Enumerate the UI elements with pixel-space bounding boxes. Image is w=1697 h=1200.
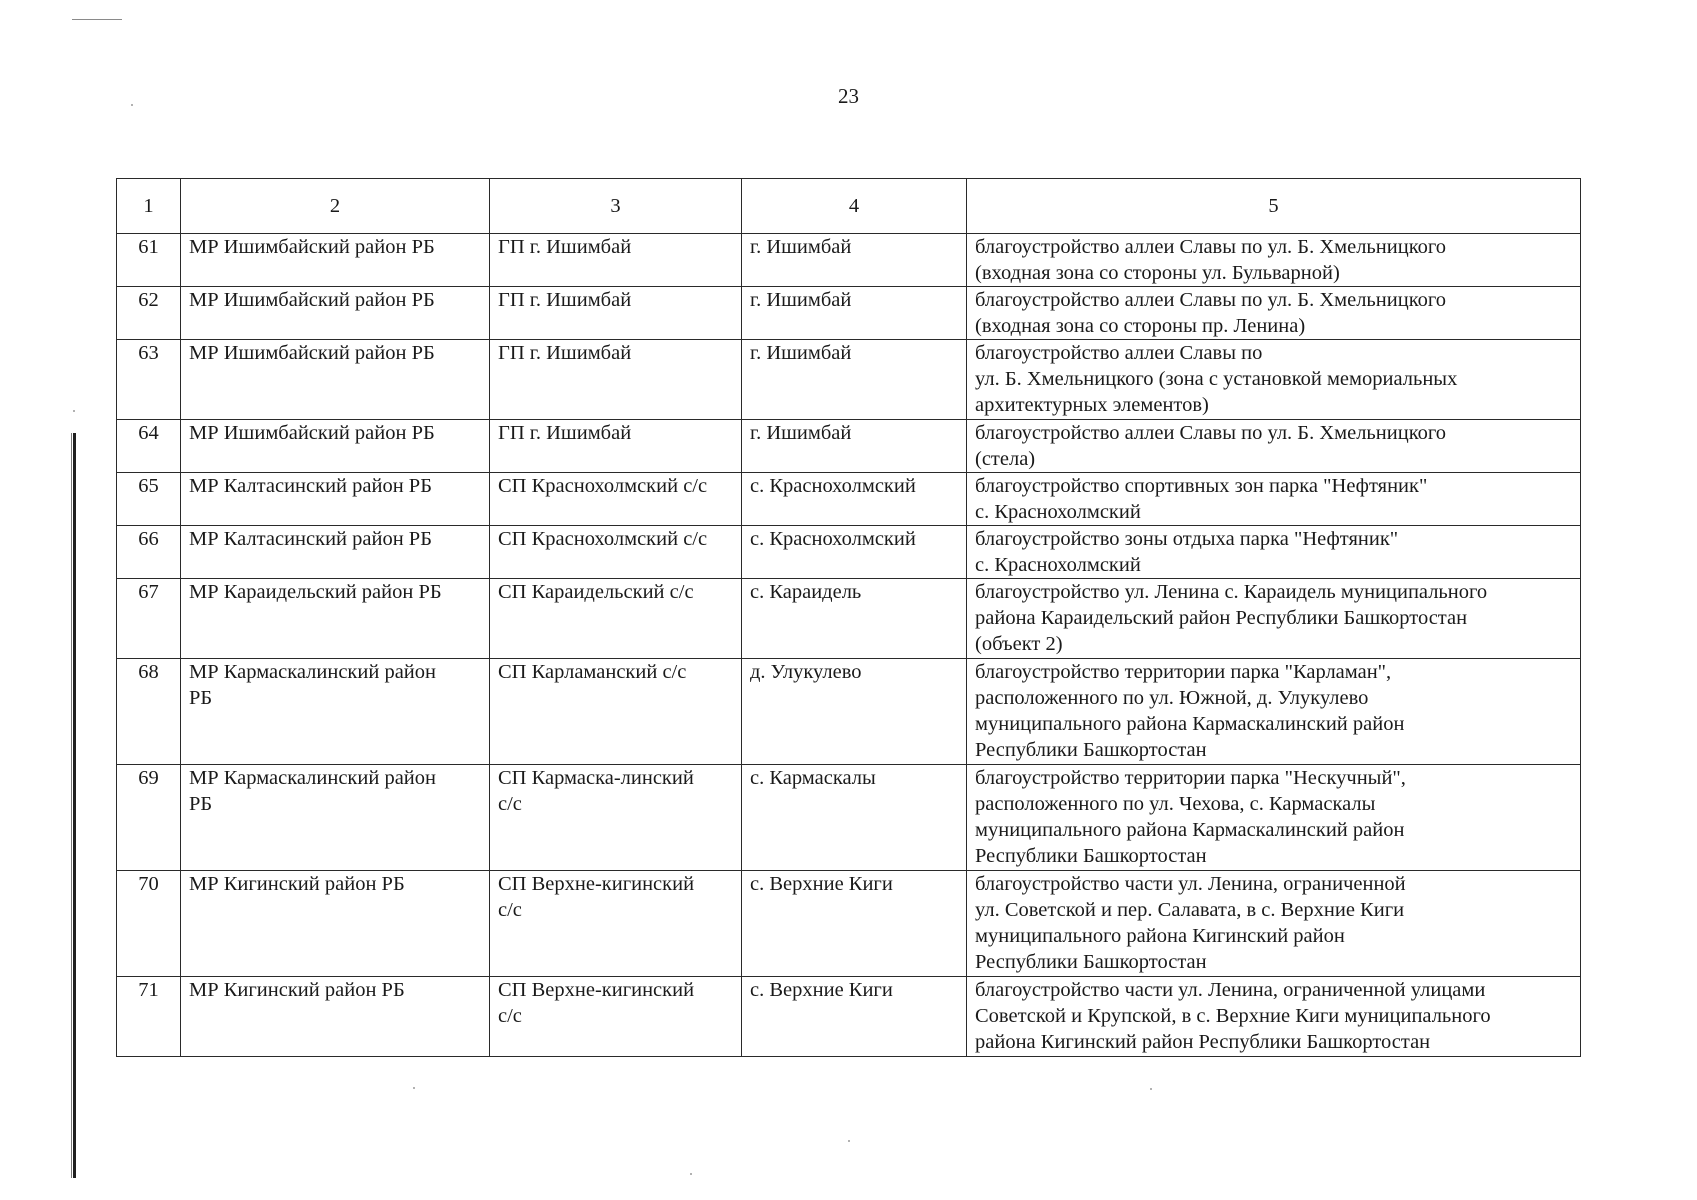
- settlement-cell-line: СП Краснохолмский с/с: [498, 475, 708, 497]
- district-cell-line: МР Караидельский район РБ: [189, 581, 442, 603]
- district-cell: [181, 420, 490, 473]
- table-row: [117, 287, 1581, 340]
- district-cell: [181, 473, 490, 526]
- locality-cell: с. Караидель: [742, 579, 967, 659]
- object-cell-line: благоустройство аллеи Славы по ул. Б. Хмельницкого: [975, 422, 1447, 444]
- settlement-cell-line: СП Кармаска-линский: [498, 767, 694, 789]
- header-cell-3: 3: [490, 179, 742, 234]
- district-cell-line: МР Ишимбайский район РБ: [189, 422, 435, 444]
- object-cell-line: расположенного по ул. Чехова, с. Кармаскалы: [975, 793, 1376, 815]
- object-cell-line: муниципального района Кармаскалинский район: [975, 819, 1405, 841]
- object-cell-line: с. Краснохолмский: [975, 554, 1141, 576]
- locality-cell: г. Ишимбай: [742, 234, 967, 287]
- object-cell-line: Республики Башкортостан: [975, 845, 1207, 867]
- district-cell-line: РБ: [189, 793, 213, 815]
- settlement-cell-line: с/с: [498, 1005, 522, 1027]
- object-cell-line: ул. Б. Хмельницкого (зона с установкой мемориальных: [975, 368, 1458, 390]
- settlement-cell: [490, 340, 742, 420]
- object-cell: [967, 977, 1581, 1057]
- district-cell: [181, 287, 490, 340]
- object-cell-line: (объект 2): [975, 633, 1063, 655]
- locality-cell: с. Верхние Киги: [742, 977, 967, 1057]
- object-cell-line: с. Краснохолмский: [975, 501, 1141, 523]
- settlement-cell-line: ГП г. Ишимбай: [498, 422, 632, 444]
- object-cell-line: муниципального района Кармаскалинский район: [975, 713, 1405, 735]
- settlement-cell-line: СП Краснохолмский с/с: [498, 528, 708, 550]
- object-cell-line: расположенного по ул. Южной, д. Улукулево: [975, 687, 1369, 709]
- table-row: [117, 579, 1581, 659]
- object-cell: [967, 871, 1581, 977]
- scan-speck: [690, 1173, 692, 1175]
- settlement-cell: [490, 977, 742, 1057]
- row-number: 70: [117, 871, 181, 977]
- locality-cell: г. Ишимбай: [742, 340, 967, 420]
- object-cell: [967, 526, 1581, 579]
- row-number: 68: [117, 659, 181, 765]
- settlement-cell-line: ГП г. Ишимбай: [498, 289, 632, 311]
- header-row: [117, 179, 1581, 234]
- settlement-cell: [490, 765, 742, 871]
- row-number: 69: [117, 765, 181, 871]
- page-number: 23: [838, 84, 859, 108]
- district-cell-line: МР Кигинский район РБ: [189, 979, 405, 1001]
- scan-speck: [848, 1140, 850, 1142]
- locality-cell: г. Ишимбай: [742, 420, 967, 473]
- district-cell: [181, 871, 490, 977]
- object-cell: [967, 420, 1581, 473]
- district-cell: [181, 659, 490, 765]
- object-cell-line: благоустройство спортивных зон парка "Нефтяник": [975, 475, 1428, 497]
- object-cell-line: архитектурных элементов): [975, 394, 1209, 416]
- object-cell-line: благоустройство зоны отдыха парка "Нефтяник": [975, 528, 1399, 550]
- scan-speck: [1150, 1088, 1152, 1090]
- object-cell: [967, 579, 1581, 659]
- object-cell: [967, 765, 1581, 871]
- object-cell-line: благоустройство территории парка "Карламан",: [975, 661, 1392, 683]
- district-cell-line: МР Калтасинский район РБ: [189, 475, 432, 497]
- header-cell-4: 4: [742, 179, 967, 234]
- table-row: [117, 473, 1581, 526]
- row-number: 61: [117, 234, 181, 287]
- scan-mark: [72, 19, 122, 20]
- table-row: [117, 977, 1581, 1057]
- settlement-cell: [490, 473, 742, 526]
- settlement-cell: [490, 287, 742, 340]
- district-cell-line: МР Кармаскалинский район: [189, 661, 436, 683]
- settlement-cell-line: СП Верхне-кигинский: [498, 873, 695, 895]
- scan-speck: [413, 1087, 415, 1089]
- table-row: [117, 234, 1581, 287]
- settlement-cell: [490, 579, 742, 659]
- row-number: 62: [117, 287, 181, 340]
- table-row: [117, 526, 1581, 579]
- locality-cell: г. Ишимбай: [742, 287, 967, 340]
- district-cell-line: МР Кигинский район РБ: [189, 873, 405, 895]
- locality-cell: д. Улукулево: [742, 659, 967, 765]
- locality-cell: с. Краснохолмский: [742, 526, 967, 579]
- settlement-cell-line: СП Карламанский с/с: [498, 661, 687, 683]
- settlement-cell-line: ГП г. Ишимбай: [498, 342, 632, 364]
- district-cell-line: МР Ишимбайский район РБ: [189, 289, 435, 311]
- object-cell-line: благоустройство аллеи Славы по ул. Б. Хмельницкого: [975, 289, 1447, 311]
- settlement-cell-line: СП Караидельский с/с: [498, 581, 694, 603]
- district-cell-line: МР Калтасинский район РБ: [189, 528, 432, 550]
- object-cell-line: (входная зона со стороны пр. Ленина): [975, 315, 1306, 337]
- settlement-cell: [490, 526, 742, 579]
- district-cell-line: МР Кармаскалинский район: [189, 767, 436, 789]
- table-row: [117, 420, 1581, 473]
- header-cell-1: 1: [117, 179, 181, 234]
- settlement-cell-line: ГП г. Ишимбай: [498, 236, 632, 258]
- row-number: 66: [117, 526, 181, 579]
- object-cell-line: благоустройство территории парка "Нескучный",: [975, 767, 1406, 789]
- locality-cell: с. Верхние Киги: [742, 871, 967, 977]
- settlement-cell: [490, 871, 742, 977]
- object-cell-line: (стела): [975, 448, 1036, 470]
- object-cell-line: (входная зона со стороны ул. Бульварной): [975, 262, 1340, 284]
- object-cell-line: муниципального района Кигинский район: [975, 925, 1345, 947]
- settlement-cell-line: с/с: [498, 899, 522, 921]
- table-row: [117, 340, 1581, 420]
- table-row: [117, 871, 1581, 977]
- object-cell-line: Республики Башкортостан: [975, 951, 1207, 973]
- locality-cell: с. Краснохолмский: [742, 473, 967, 526]
- scan-speck: [73, 410, 75, 412]
- district-cell-line: МР Ишимбайский район РБ: [189, 236, 435, 258]
- scan-edge-bar: [73, 433, 76, 1178]
- locality-cell: с. Кармаскалы: [742, 765, 967, 871]
- object-cell: [967, 659, 1581, 765]
- district-cell-line: РБ: [189, 687, 213, 709]
- table-body: [117, 234, 1581, 1057]
- object-cell-line: благоустройство ул. Ленина с. Караидель муниципального: [975, 581, 1488, 603]
- object-cell-line: района Кигинский район Республики Башкортостан: [975, 1031, 1431, 1053]
- object-cell-line: благоустройство аллеи Славы по: [975, 342, 1263, 364]
- settlement-cell: [490, 234, 742, 287]
- object-cell-line: благоустройство части ул. Ленина, ограниченной улицами: [975, 979, 1486, 1001]
- object-cell-line: Республики Башкортостан: [975, 739, 1207, 761]
- settlement-cell: [490, 420, 742, 473]
- district-cell: [181, 340, 490, 420]
- object-cell-line: района Караидельский район Республики Башкортостан: [975, 607, 1468, 629]
- header-cell-5: 5: [967, 179, 1581, 234]
- district-cell: [181, 579, 490, 659]
- district-cell: [181, 526, 490, 579]
- row-number: 64: [117, 420, 181, 473]
- district-cell-line: МР Ишимбайский район РБ: [189, 342, 435, 364]
- row-number: 67: [117, 579, 181, 659]
- object-cell: [967, 473, 1581, 526]
- district-cell: [181, 234, 490, 287]
- scan-edge-line: [71, 433, 72, 1178]
- district-cell: [181, 977, 490, 1057]
- table-row: [117, 659, 1581, 765]
- object-cell: [967, 234, 1581, 287]
- district-cell: [181, 765, 490, 871]
- object-cell-line: благоустройство аллеи Славы по ул. Б. Хмельницкого: [975, 236, 1447, 258]
- object-cell-line: благоустройство части ул. Ленина, ограниченной: [975, 873, 1406, 895]
- row-number: 71: [117, 977, 181, 1057]
- settlement-cell-line: с/с: [498, 793, 522, 815]
- settlement-cell: [490, 659, 742, 765]
- object-cell: [967, 287, 1581, 340]
- settlement-cell-line: СП Верхне-кигинский: [498, 979, 695, 1001]
- table-row: [117, 765, 1581, 871]
- header-cell-2: 2: [181, 179, 490, 234]
- object-cell: [967, 340, 1581, 420]
- table-header: [117, 179, 1581, 234]
- row-number: 63: [117, 340, 181, 420]
- row-number: 65: [117, 473, 181, 526]
- object-cell-line: ул. Советской и пер. Салавата, в с. Верхние Киги: [975, 899, 1405, 921]
- data-table: [116, 178, 1581, 1057]
- object-cell-line: Советской и Крупской, в с. Верхние Киги муниципального: [975, 1005, 1491, 1027]
